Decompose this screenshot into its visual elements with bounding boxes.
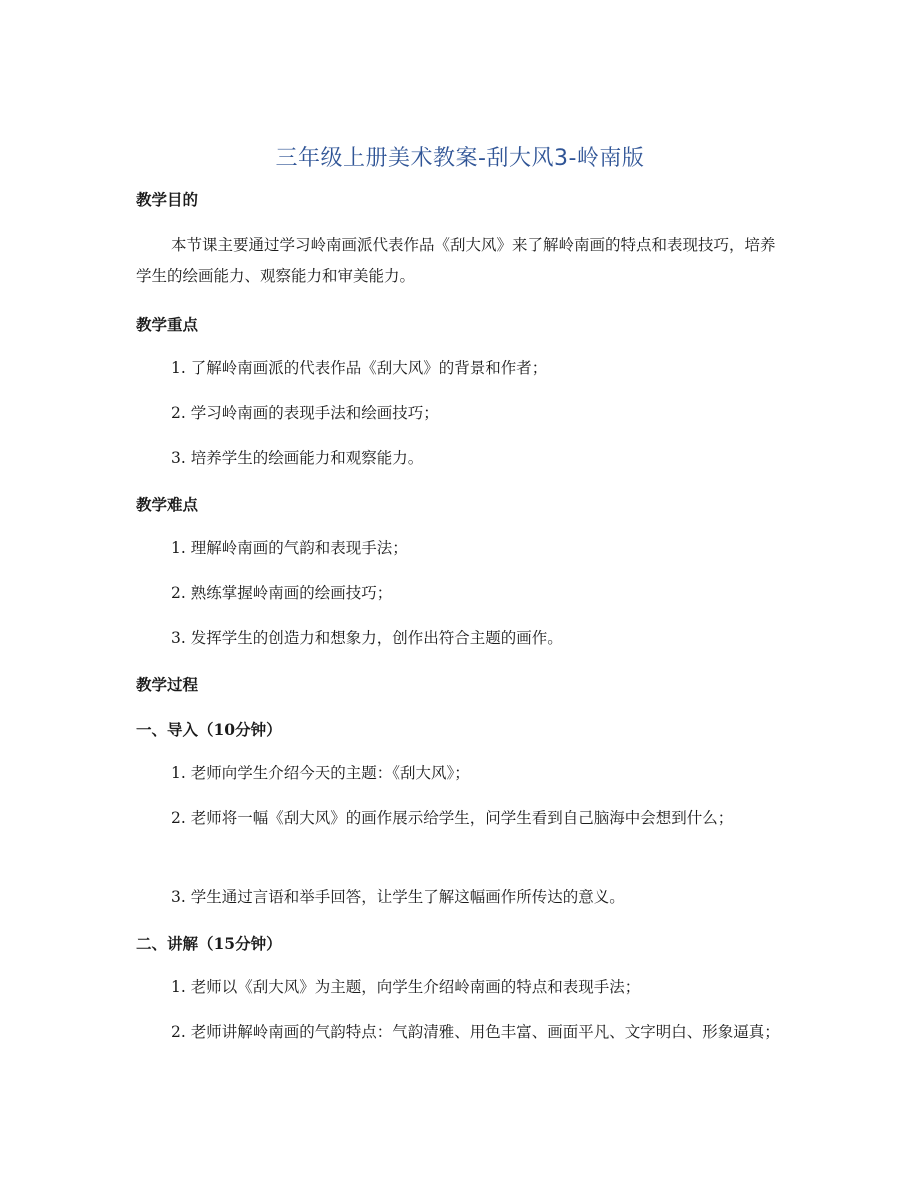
difficulty-item: 2. 熟练掌握岭南画的绘画技巧； <box>171 584 393 602</box>
intro-heading: 一、导入（10分钟） <box>136 720 282 739</box>
difficulty-item: 1. 理解岭南画的气韵和表现手法； <box>171 539 408 557</box>
document-title: 三年级上册美术教案-刮大风3-岭南版 <box>275 146 645 171</box>
explain-item: 1. 老师以《刮大风》为主题，向学生介绍岭南画的特点和表现手法； <box>171 978 641 996</box>
explain-item: 2. 老师讲解岭南画的气韵特点：气韵清雅、用色丰富、画面平凡、文字明白、形象逼真； <box>171 1023 780 1041</box>
intro-item: 1. 老师向学生介绍今天的主题：《刮大风》； <box>171 764 470 782</box>
key-point-item: 2. 学习岭南画的表现手法和绘画技巧； <box>171 404 439 422</box>
difficulty-item: 3. 发挥学生的创造力和想象力，创作出符合主题的画作。 <box>171 629 563 647</box>
key-point-item: 1. 了解岭南画派的代表作品《刮大风》的背景和作者； <box>171 359 548 377</box>
process-heading: 教学过程 <box>136 675 199 694</box>
difficulty-heading: 教学难点 <box>136 495 199 514</box>
intro-item: 2. 老师将一幅《刮大风》的画作展示给学生，问学生看到自己脑海中会想到什么； <box>171 809 734 827</box>
explain-heading: 二、讲解（15分钟） <box>136 934 282 953</box>
key-points-heading: 教学重点 <box>136 315 199 334</box>
goal-heading: 教学目的 <box>136 190 199 209</box>
key-point-item: 3. 培养学生的绘画能力和观察能力。 <box>171 449 424 467</box>
intro-item: 3. 学生通过言语和举手回答，让学生了解这幅画作所传达的意义。 <box>171 888 625 906</box>
goal-paragraph: 本节课主要通过学习岭南画派代表作品《刮大风》来了解岭南画的特点和表现技巧，培养学生的绘画能力、观察能力和审美能力。 <box>136 236 776 285</box>
